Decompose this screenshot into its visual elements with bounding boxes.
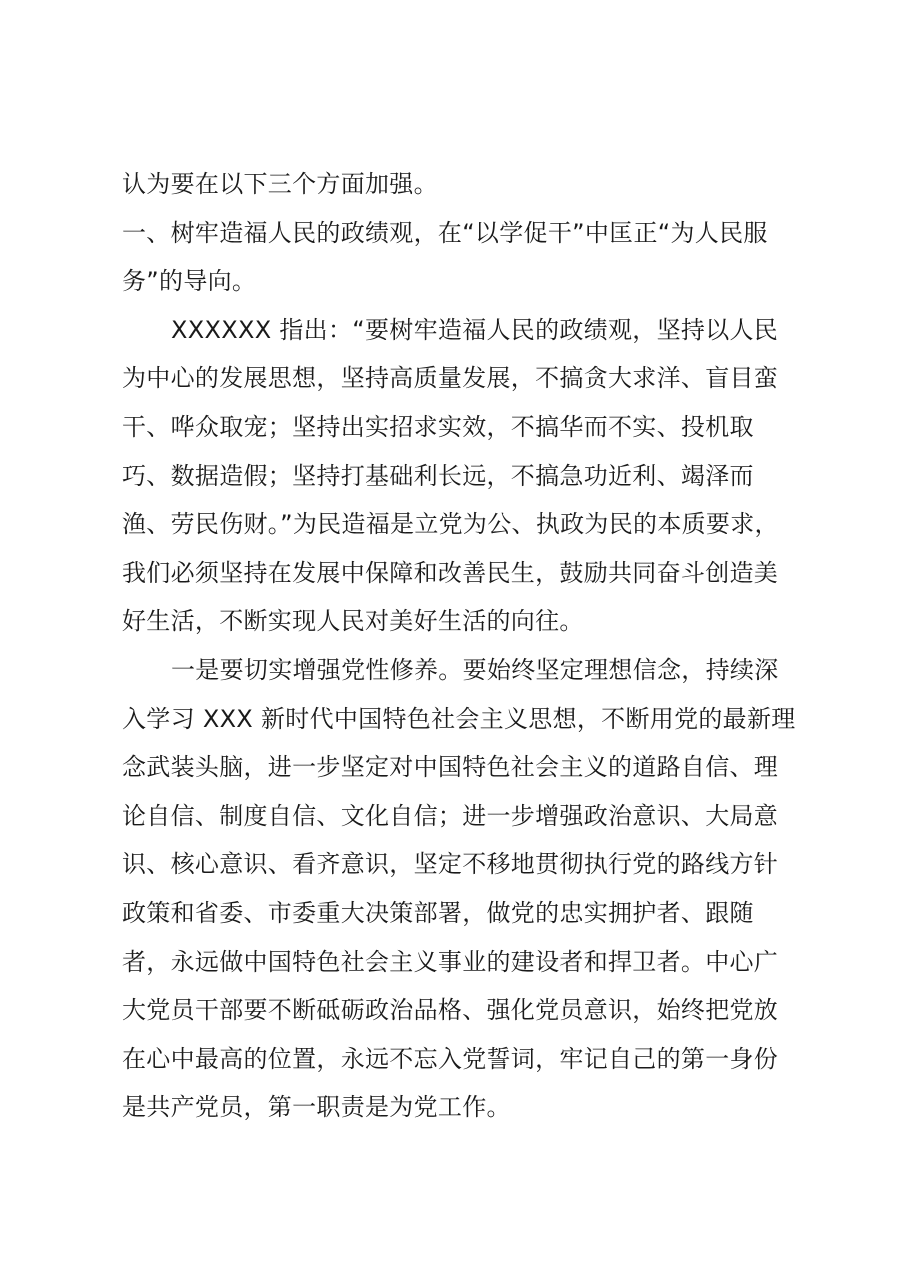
text-line: 好生活，不断实现人民对美好生活的向往。: [122, 607, 584, 636]
text-line: 是共产党员，第一职责是为党工作。: [122, 1093, 511, 1122]
text-line: 巧、数据造假；坚持打基础利长远，不搞急功近利、竭泽而: [122, 461, 754, 490]
text-line: 者，永远做中国特色社会主义事业的建设者和捍卫者。中心广: [122, 947, 779, 976]
text-line: 政策和省委、市委重大决策部署，做党的忠实拥护者、跟随: [122, 898, 754, 927]
text-line: 干、哗众取宠；坚持出实招求实效，不搞华而不实、投机取: [122, 412, 754, 441]
text-line: 论自信、制度自信、文化自信；进一步增强政治意识、大局意: [122, 801, 779, 830]
text-line: 念武装头脑，进一步坚定对中国特色社会主义的道路自信、理: [122, 753, 779, 782]
text-line: 大党员干部要不断砥砺政治品格、强化党员意识，始终把党放: [122, 996, 779, 1025]
text-line: 为中心的发展思想，坚持高质量发展，不搞贪大求洋、盲目蛮: [122, 364, 779, 393]
text-line: 入学习 XXX 新时代中国特色社会主义思想，不断用党的最新理: [122, 704, 796, 733]
section-heading-line: 务”的导向。: [122, 267, 257, 296]
document-body: [122, 160, 802, 1132]
section-heading-line: 一、树牢造福人民的政绩观，在“以学促干”中匡正“为人民服: [122, 218, 768, 247]
paragraph-first-line: XXXXXX 指出：“要树牢造福人民的政绩观，坚持以人民: [171, 315, 779, 344]
paragraph-first-line: 一是要切实增强党性修养。要始终坚定理想信念，持续深: [171, 655, 779, 684]
text-line: 渔、劳民伤财。”为民造福是立党为公、执政为民的本质要求，: [122, 510, 779, 539]
text-line: 认为要在以下三个方面加强。: [122, 170, 438, 198]
text-line: 我们必须坚持在发展中保障和改善民生，鼓励共同奋斗创造美: [122, 558, 779, 587]
text-line: 在心中最高的位置，永远不忘入党誓词，牢记自己的第一身份: [122, 1044, 779, 1073]
text-line: 识、核心意识、看齐意识，坚定不移地贯彻执行党的路线方针: [122, 850, 779, 879]
